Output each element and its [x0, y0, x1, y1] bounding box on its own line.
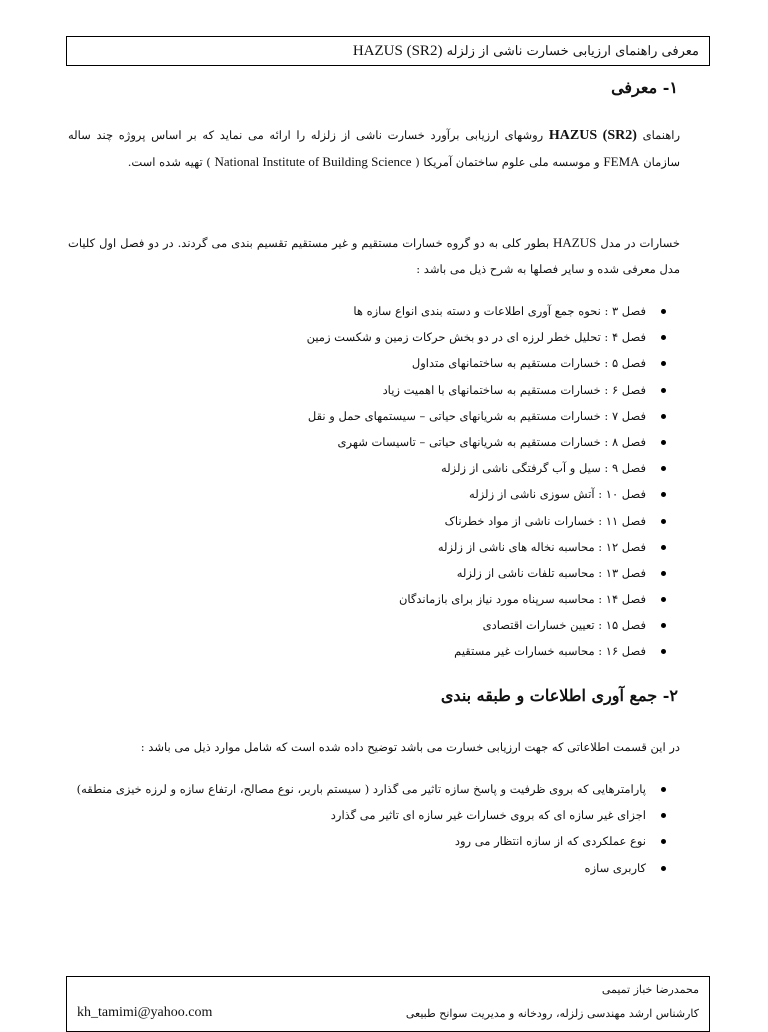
- list-item: پارامترهایی که بروی ظرفیت و پاسخ سازه تاثیر می گذارد ( سیستم باربر، نوع مصالح، ارتفاع سازه و لرزه خیزی منطقه): [77, 776, 672, 802]
- list-item: فصل ۳ : نحوه جمع آوری اطلاعات و دسته بندی انواع سازه ها: [307, 298, 672, 324]
- list-item: اجزای غیر سازه ای که بروی خسارات غیر سازه ای تاثیر می گذارد: [77, 802, 672, 828]
- header-title-en: HAZUS (SR2): [352, 43, 443, 59]
- author-title: کارشناس ارشد مهندسی زلزله، رودخانه و مدیریت سوانح طبیعی: [405, 1007, 699, 1020]
- header-title: معرفی راهنمای ارزیابی خسارت ناشی از زلزله: [446, 44, 699, 59]
- damage-paragraph: [68, 230, 680, 282]
- list-item: فصل ۸ : خسارات مستقیم به شریانهای حیاتی – تاسیسات شهری: [307, 429, 672, 455]
- section1-heading: ۱- معرفی: [611, 78, 678, 97]
- chapter-list: [307, 298, 672, 665]
- intro-text-g: ) تهیه شده است.: [127, 155, 211, 169]
- intro-fema: FEMA: [603, 154, 640, 169]
- list-item: فصل ۹ : سیل و آب گرفتگی ناشی از زلزله: [307, 455, 672, 481]
- list-item: فصل ۱۶ : محاسبه خسارات غیر مستقیم: [307, 638, 672, 664]
- damage-text-c: بطور کلی به دو گروه خسارات مستقیم و غیر مستقیم تقسیم بندی می گردند. در دو فصل اول کلیات مدل معرفی شده و سایر فصلها به شرح ذیل می باشد :: [68, 236, 680, 276]
- list-item: فصل ۴ : تحلیل خطر لرزه ای در دو بخش حرکات زمین و شکست زمین: [307, 324, 672, 350]
- damage-text-a: خسارات در مدل: [600, 236, 680, 250]
- section2-heading: ۲- جمع آوری اطلاعات و طبقه بندی: [440, 686, 678, 705]
- list-item: فصل ۵ : خسارات مستقیم به ساختمانهای متداول: [307, 350, 672, 376]
- info-list: [77, 776, 672, 881]
- list-item: نوع عملکردی که از سازه انتظار می رود: [77, 828, 672, 854]
- intro-nibs: National Institute of Building Science: [214, 154, 412, 169]
- list-item: فصل ۱۴ : محاسبه سرپناه مورد نیاز برای بازماندگان: [307, 586, 672, 612]
- intro-text-a: راهنمای: [642, 128, 681, 142]
- intro-text-c: روشهای ارزیابی برآورد خسارت ناشی از زلزله را ارائه می نماید که بر اساس پروژه چند ساله سازمان: [68, 128, 680, 169]
- section2-intro: در این قسمت اطلاعاتی که جهت ارزیابی خسارت می باشد توضیح داده شده است که شامل موارد ذیل می باشد :: [140, 740, 680, 754]
- list-item: فصل ۱۱ : خسارات ناشی از مواد خطرناک: [307, 508, 672, 534]
- intro-paragraph: [68, 122, 680, 175]
- author-name: محمدرضا خباز تمیمی: [601, 983, 699, 996]
- list-item: فصل ۱۰ : آتش سوزی ناشی از زلزله: [307, 481, 672, 507]
- list-item: کاربری سازه: [77, 855, 672, 881]
- list-item: فصل ۷ : خسارات مستقیم به شریانهای حیاتی – سیستمهای حمل و نقل: [307, 403, 672, 429]
- author-email: kh_tamimi@yahoo.com: [77, 1005, 213, 1020]
- damage-hazus: HAZUS: [553, 235, 597, 250]
- list-item: فصل ۱۳ : محاسبه تلفات ناشی از زلزله: [307, 560, 672, 586]
- list-item: فصل ۱۲ : محاسبه نخاله های ناشی از زلزله: [307, 534, 672, 560]
- intro-text-e: و موسسه ملی علوم ساختمان آمریکا (: [415, 155, 600, 169]
- list-item: فصل ۶ : خسارات مستقیم به ساختمانهای با اهمیت زیاد: [307, 377, 672, 403]
- page-header: [66, 36, 710, 66]
- intro-hazus: HAZUS (SR2): [548, 128, 637, 143]
- list-item: فصل ۱۵ : تعیین خسارات اقتصادی: [307, 612, 672, 638]
